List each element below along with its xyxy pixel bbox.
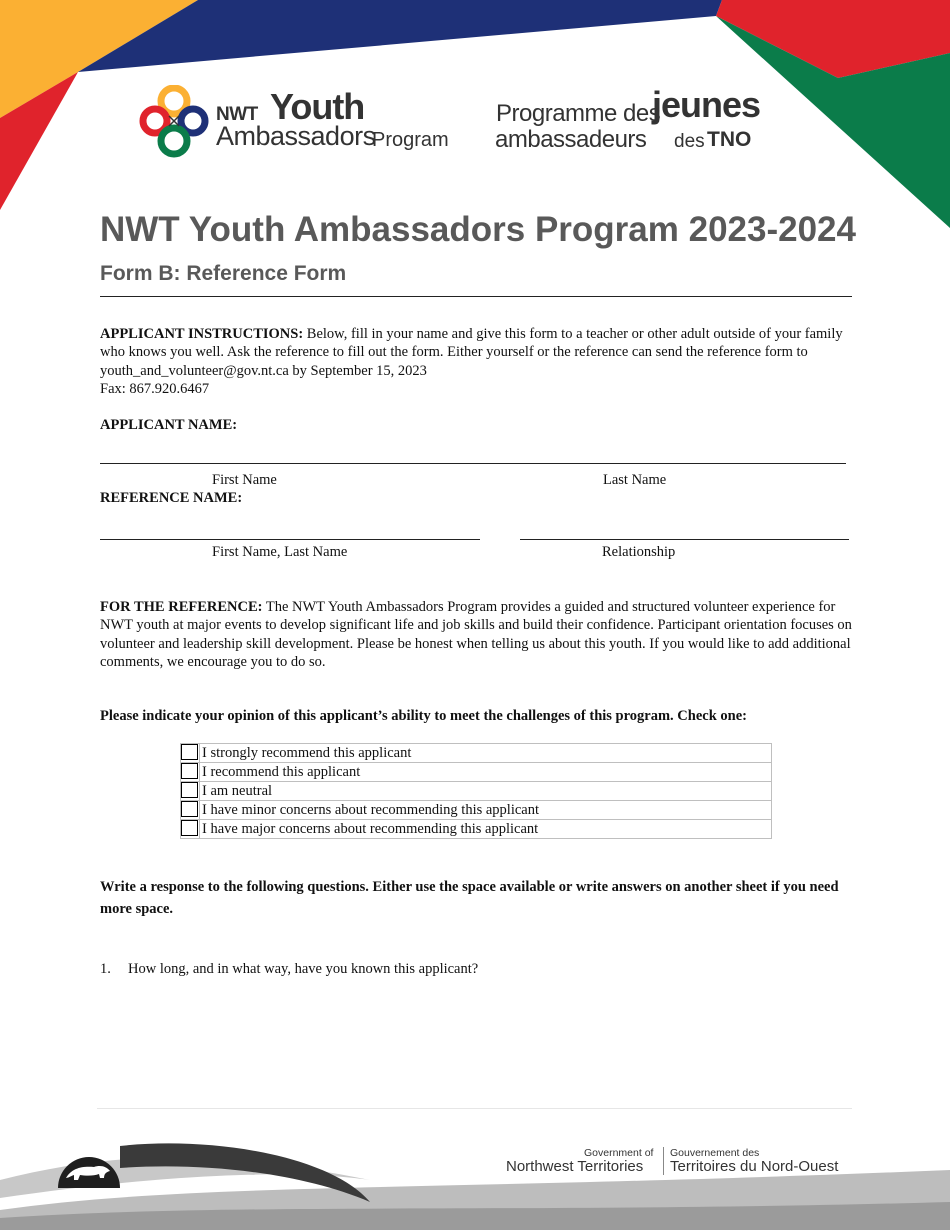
reference-instructions: [100, 598, 852, 671]
option-checkbox[interactable]: [181, 763, 198, 779]
option-checkbox[interactable]: [181, 820, 198, 836]
option-row: [181, 782, 772, 801]
logo-program-text: Program: [372, 129, 449, 151]
relationship-caption: Relationship: [602, 544, 676, 560]
polar-bear-emblem-icon: [54, 1134, 124, 1196]
applicant-name-field[interactable]: [100, 463, 846, 464]
option-label: I strongly recommend this applicant: [200, 744, 772, 763]
question-text: How long, and in what way, have you known this applicant?: [128, 961, 479, 977]
reference-name-caption: First Name, Last Name: [212, 544, 348, 560]
for-reference-text: The NWT Youth Ambassadors Program provides a guided and structured volunteer experience for NWT youth at major events to develop significant life and job skills and build their confidence. Participant orientation focuses on volunteer and leadership skill development. Please be honest when telling us about this youth. If you would like to add additional comments, we encourage you to do so.: [100, 599, 852, 670]
gov-en-large-text: Northwest Territories: [506, 1158, 644, 1175]
option-row: [181, 744, 772, 763]
instructions-label: APPLICANT INSTRUCTIONS:: [100, 326, 304, 342]
fax-text: Fax: 867.920.6467: [100, 380, 210, 397]
option-checkbox[interactable]: [181, 801, 198, 817]
option-label: I am neutral: [200, 782, 772, 801]
logo-ambassadors-text: Ambassadors: [216, 121, 376, 151]
logo-des-text: des: [674, 131, 705, 152]
reference-name-label: REFERENCE NAME:: [100, 490, 243, 506]
logo-youth-text: Youth: [270, 86, 365, 127]
page-title: NWT Youth Ambassadors Program 2023-2024: [100, 210, 856, 249]
question-number: 1.: [100, 961, 111, 977]
questions-prompt: Write a response to the following questions. Either use the space available or write answers on another sheet if you need more space.: [100, 879, 839, 917]
for-reference-label: FOR THE REFERENCE:: [100, 599, 263, 615]
instructions-text: Below, fill in your name and give this form to a teacher or other adult outside of your family who knows you well. Ask the reference to fill out the form. Either yourself or the reference can send the reference form to youth_and_volunteer@gov.nt.ca by September 15, 2023: [100, 326, 843, 379]
applicant-name-label: APPLICANT NAME:: [100, 417, 238, 433]
gov-en-small-text: Government of: [584, 1147, 654, 1159]
title-divider: [100, 296, 852, 297]
logo-programme-des-text: Programme des: [496, 100, 661, 127]
gov-divider: [663, 1147, 664, 1175]
option-row: [181, 820, 772, 839]
logo-jeunes-text: jeunes: [652, 84, 761, 125]
option-checkbox[interactable]: [181, 744, 198, 760]
footer-divider: [97, 1108, 852, 1109]
option-row: [181, 801, 772, 820]
opinion-options-table: [180, 743, 772, 839]
first-name-caption: First Name: [212, 472, 277, 488]
option-label: I have minor concerns about recommending this applicant: [200, 801, 772, 820]
gov-fr-large-text: Territoires du Nord-Ouest: [670, 1158, 839, 1175]
option-checkbox[interactable]: [181, 782, 198, 798]
page-subtitle: Form B: Reference Form: [100, 262, 347, 285]
option-row: [181, 763, 772, 782]
logo-nwt-text: NWT: [216, 104, 258, 125]
relationship-field[interactable]: [520, 539, 849, 540]
applicant-instructions: [100, 325, 852, 398]
option-label: I have major concerns about recommending this applicant: [200, 820, 772, 839]
logo-tno-text: TNO: [707, 128, 752, 151]
opinion-prompt: Please indicate your opinion of this applicant’s ability to meet the challenges of this program. Check one:: [100, 708, 747, 724]
reference-name-field[interactable]: [100, 539, 480, 540]
option-label: I recommend this applicant: [200, 763, 772, 782]
youth-ambassadors-logo-icon: [138, 85, 212, 159]
last-name-caption: Last Name: [603, 472, 667, 488]
logo-ambassadeurs-text: ambassadeurs: [495, 126, 647, 153]
gov-fr-small-text: Gouvernement des: [670, 1147, 760, 1159]
